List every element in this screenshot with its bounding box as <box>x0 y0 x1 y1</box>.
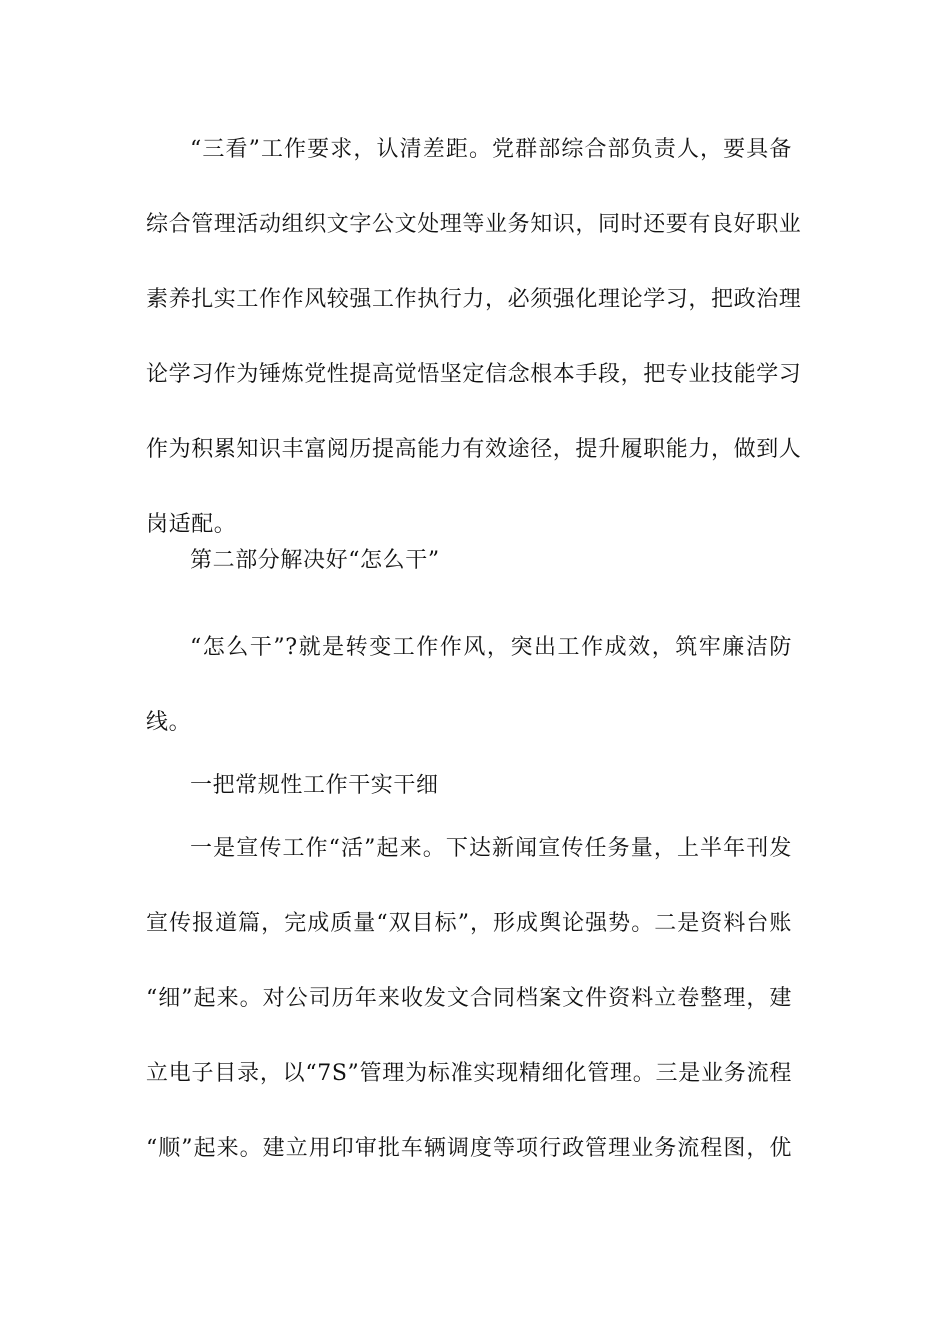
paragraph-line: 岗适配。 <box>146 512 237 537</box>
paragraph-line: 素养扎实工作作风较强工作执行力，必须强化理论学习，把政治理 <box>146 287 802 312</box>
paragraph-line: 线。 <box>146 710 192 735</box>
paragraph-line: “三看”工作要求，认清差距。党群部综合部负责人，要具备 <box>190 137 792 162</box>
paragraph-line: 一是宣传工作“活”起来。下达新闻宣传任务量，上半年刊发 <box>190 836 792 861</box>
paragraph-line: 宣传报道篇，完成质量“双目标”，形成舆论强势。二是资料台账 <box>146 911 792 936</box>
section-heading: 第二部分解决好“怎么干” <box>190 548 440 573</box>
paragraph-line: 作为积累知识丰富阅历提高能力有效途径，提升履职能力，做到人 <box>146 437 802 462</box>
subsection-heading: 一把常规性工作干实干细 <box>190 773 439 798</box>
paragraph-line: “细”起来。对公司历年来收发文合同档案文件资料立卷整理，建 <box>146 986 792 1011</box>
paragraph-line: 论学习作为锤炼党性提高觉悟坚定信念根本手段，把专业技能学习 <box>146 362 802 387</box>
paragraph-line: 综合管理活动组织文字公文处理等业务知识，同时还要有良好职业 <box>146 212 802 237</box>
paragraph-line: 立电子目录，以“7S”管理为标准实现精细化管理。三是业务流程 <box>146 1061 792 1086</box>
paragraph-line: “怎么干”?就是转变工作作风，突出工作成效，筑牢廉洁防 <box>190 635 792 660</box>
paragraph-line: “顺”起来。建立用印审批车辆调度等项行政管理业务流程图，优 <box>146 1136 792 1161</box>
